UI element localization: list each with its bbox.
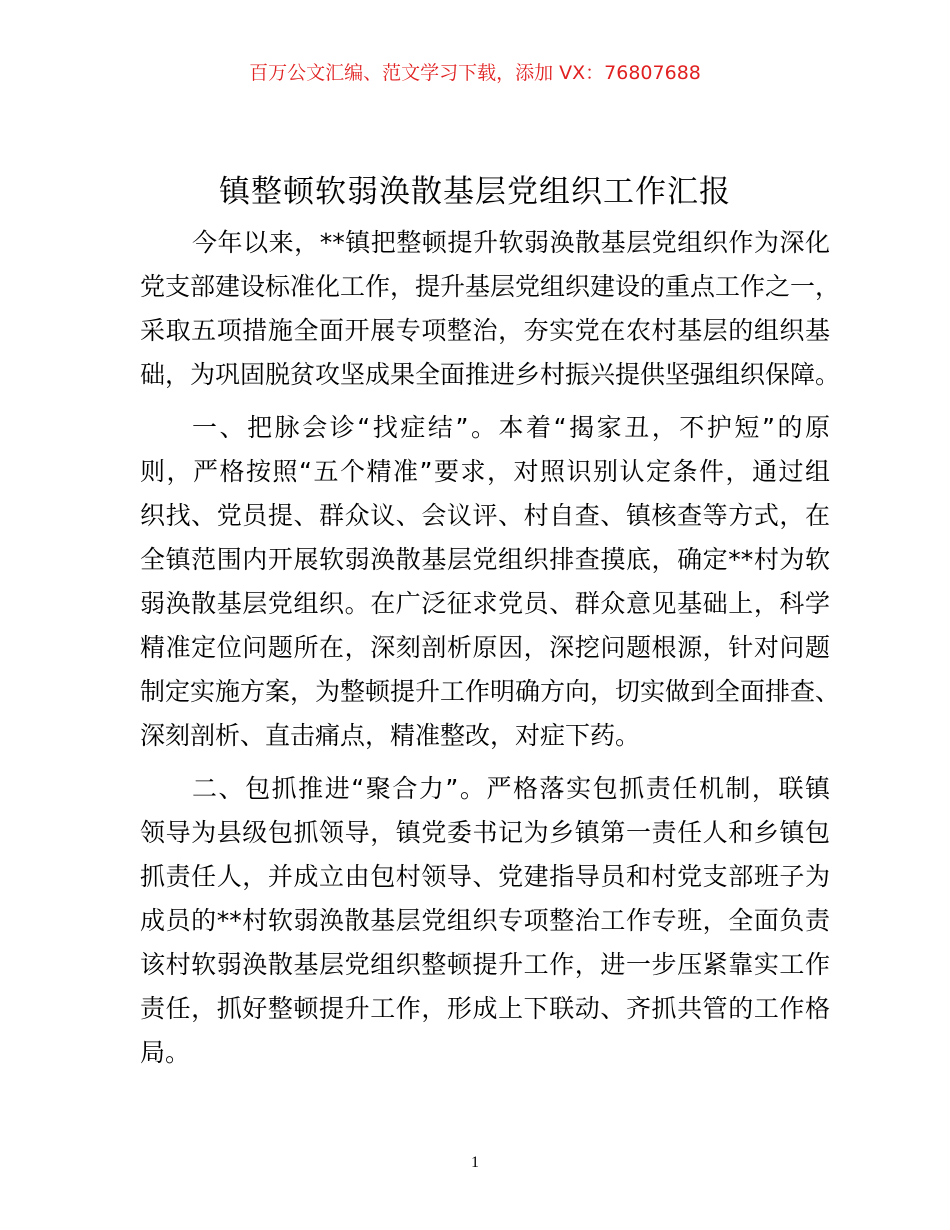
paragraph-section-1 bbox=[140, 406, 841, 758]
text-line: 制定实施方案，为整顿提升工作明确方向，切实做到全面排查、 bbox=[140, 677, 841, 706]
text-line: 一、把脉会诊“找症结”。本着“揭家丑，不护短”的原 bbox=[192, 413, 830, 442]
document-title: 镇整顿软弱涣散基层党组织工作汇报 bbox=[219, 174, 731, 210]
text-line: 采取五项措施全面开展专项整治，夯实党在农村基层的组织基 bbox=[140, 316, 830, 345]
text-line: 精准定位问题所在，深刻剖析原因，深挖问题根源，针对问题 bbox=[140, 633, 830, 662]
text-line: 织找、党员提、群众议、会议评、村自查、镇核查等方式，在 bbox=[140, 501, 830, 530]
page-number: 1 bbox=[471, 1154, 479, 1171]
text-line: 弱涣散基层党组织。在广泛征求党员、群众意见基础上，科学 bbox=[140, 589, 830, 618]
paragraph-intro bbox=[140, 221, 841, 397]
text-line: 二、包抓推进“聚合力”。严格落实包抓责任机制，联镇 bbox=[192, 774, 830, 803]
text-line: 础，为巩固脱贫攻坚成果全面推进乡村振兴提供坚强组织保障。 bbox=[140, 360, 841, 389]
text-line: 深刻剖析、直击痛点，精准整改，对症下药。 bbox=[140, 721, 641, 750]
text-line: 局。 bbox=[140, 1038, 191, 1067]
text-line: 领导为县级包抓领导，镇党委书记为乡镇第一责任人和乡镇包 bbox=[140, 818, 830, 847]
text-line: 则，严格按照“五个精准”要求，对照识别认定条件，通过组 bbox=[140, 457, 830, 486]
paragraph-section-2 bbox=[140, 767, 830, 1075]
text-line: 全镇范围内开展软弱涣散基层党组织排查摸底，确定**村为软 bbox=[140, 545, 830, 574]
text-line: 抓责任人，并成立由包村领导、党建指导员和村党支部班子为 bbox=[140, 862, 830, 891]
text-line: 成员的**村软弱涣散基层党组织专项整治工作专班，全面负责 bbox=[140, 906, 830, 935]
text-line: 责任，抓好整顿提升工作，形成上下联动、齐抓共管的工作格 bbox=[140, 994, 830, 1023]
text-line: 今年以来，**镇把整顿提升软弱涣散基层党组织作为深化 bbox=[192, 228, 830, 257]
text-line: 该村软弱涣散基层党组织整顿提升工作，进一步压紧靠实工作 bbox=[140, 950, 830, 979]
text-line: 党支部建设标准化工作，提升基层党组织建设的重点工作之一， bbox=[140, 272, 841, 301]
watermark-header: 百万公文汇编、范文学习下载，添加 VX：76807688 bbox=[249, 62, 701, 84]
